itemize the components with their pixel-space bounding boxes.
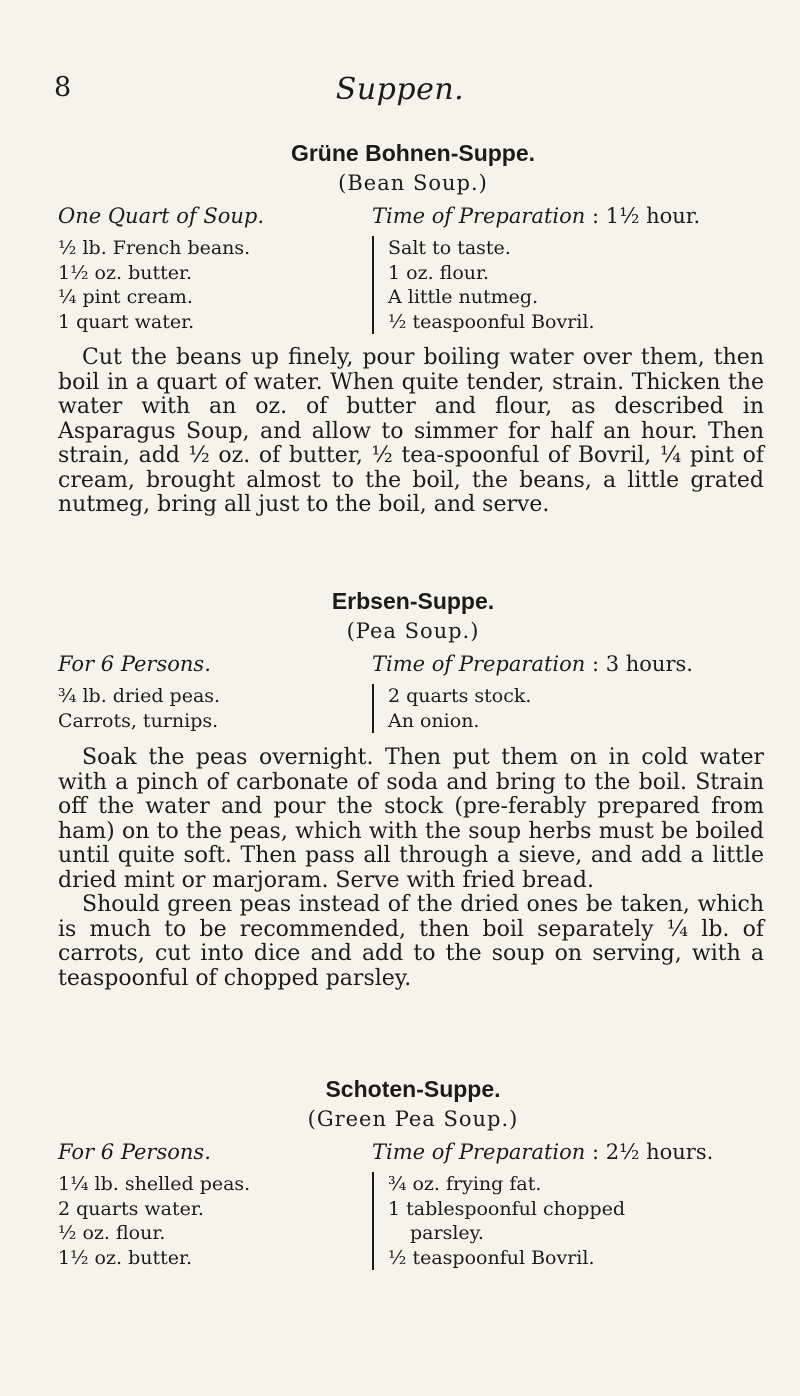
recipe-title: Erbsen-Suppe. — [331, 588, 495, 614]
ingredients-left — [58, 1172, 358, 1270]
ingredients — [58, 236, 768, 336]
time-value: : 2½ hours. — [591, 1140, 714, 1164]
recipe-time — [372, 652, 693, 676]
ingredient: 1 oz. flour. — [388, 261, 490, 284]
ingredient: ¾ oz. frying fat. — [388, 1173, 542, 1195]
ingredients — [58, 684, 768, 736]
ingredient: An onion. — [388, 709, 480, 732]
recipe-time — [372, 204, 700, 228]
recipe-meta — [58, 204, 768, 236]
ingredient: parsley. — [410, 1222, 484, 1244]
ingredient: Carrots, turnips. — [58, 709, 219, 732]
ingredient: ½ teaspoonful Bovril. — [388, 1246, 595, 1269]
time-label: Time of Preparation — [372, 204, 586, 228]
ingredient: 1¼ lb. shelled peas. — [58, 1173, 251, 1195]
ingredient: ½ lb. French beans. — [58, 237, 251, 259]
recipe-green-pea-soup — [58, 1074, 768, 1272]
ingredient: 2 quarts water. — [58, 1197, 204, 1220]
ingredients-left — [58, 236, 358, 334]
ingredient: 2 quarts stock. — [388, 685, 532, 707]
running-head: Suppen. — [335, 72, 465, 107]
ingredient: ½ teaspoonful Bovril. — [388, 310, 595, 333]
recipe-subtitle: (Green Pea Soup.) — [307, 1107, 519, 1131]
recipe-title: Grüne Bohnen-Suppe. — [290, 140, 536, 166]
recipe-bean-soup — [58, 138, 768, 517]
ingredient: ¾ lb. dried peas. — [58, 685, 221, 707]
recipe-subtitle: (Bean Soup.) — [338, 171, 488, 195]
recipe-time — [372, 1140, 713, 1164]
time-label: Time of Preparation — [372, 1140, 586, 1164]
time-label: Time of Preparation — [372, 652, 586, 676]
ingredient: 1 tablespoonful chopped — [388, 1197, 626, 1220]
time-value: : 1½ hour. — [591, 204, 701, 228]
ingredients-left — [58, 684, 358, 733]
recipe-subtitle: (Pea Soup.) — [346, 619, 480, 643]
method-paragraph: Cut the beans up finely, pour boiling water over them, then boil in a quart of water. When quite tender, strain. Thicken the water with an oz. of butter and flour, as described in Asparagus Soup, and allow to simmer for half an hour. Then strain, add ½ oz. of butter, ½ tea-spoonful of Bovril, ¼ pint of cream, brought almost to the boil, the beans, a little grated nutmeg, bring all just to the boil, and serve. — [58, 345, 764, 517]
ingredient: 1 quart water. — [58, 310, 195, 333]
ingredients-right — [372, 684, 758, 733]
recipe-method — [58, 746, 764, 991]
recipe-pea-soup — [58, 586, 768, 991]
ingredient: Salt to taste. — [388, 237, 511, 259]
ingredients — [58, 1172, 768, 1272]
page-number: 8 — [54, 72, 72, 103]
recipe-yield: One Quart of Soup. — [58, 204, 265, 228]
recipe-meta — [58, 1140, 768, 1172]
recipe-yield: For 6 Persons. — [58, 652, 211, 676]
ingredient: A little nutmeg. — [388, 286, 539, 308]
method-paragraph: Should green peas instead of the dried ones be taken, which is much to be recommended, then boil separately ¼ lb. of carrots, cut into dice and add to the soup on serving, with a teaspoonful of chopped parsley. — [58, 892, 764, 991]
ingredients-right — [372, 1172, 758, 1270]
ingredient: ¼ pint cream. — [58, 286, 193, 308]
method-paragraph: Soak the peas overnight. Then put them on in cold water with a pinch of carbonate of soda and bring to the boil. Strain off the water and pour the stock (pre-ferably prepared from ham) on to the peas, which with the soup herbs must be boiled until quite soft. Then pass all through a sieve, and add a little dried mint or marjoram. Serve with fried bread. — [58, 745, 764, 893]
ingredients-right — [372, 236, 758, 334]
recipe-meta — [58, 652, 768, 684]
recipe-method — [58, 346, 764, 518]
ingredient: ½ oz. flour. — [58, 1222, 166, 1244]
ingredient: 1½ oz. butter. — [58, 1246, 193, 1269]
recipe-title: Schoten-Suppe. — [325, 1076, 501, 1102]
ingredient: 1½ oz. butter. — [58, 261, 193, 284]
recipe-yield: For 6 Persons. — [58, 1140, 211, 1164]
time-value: : 3 hours. — [591, 652, 693, 676]
